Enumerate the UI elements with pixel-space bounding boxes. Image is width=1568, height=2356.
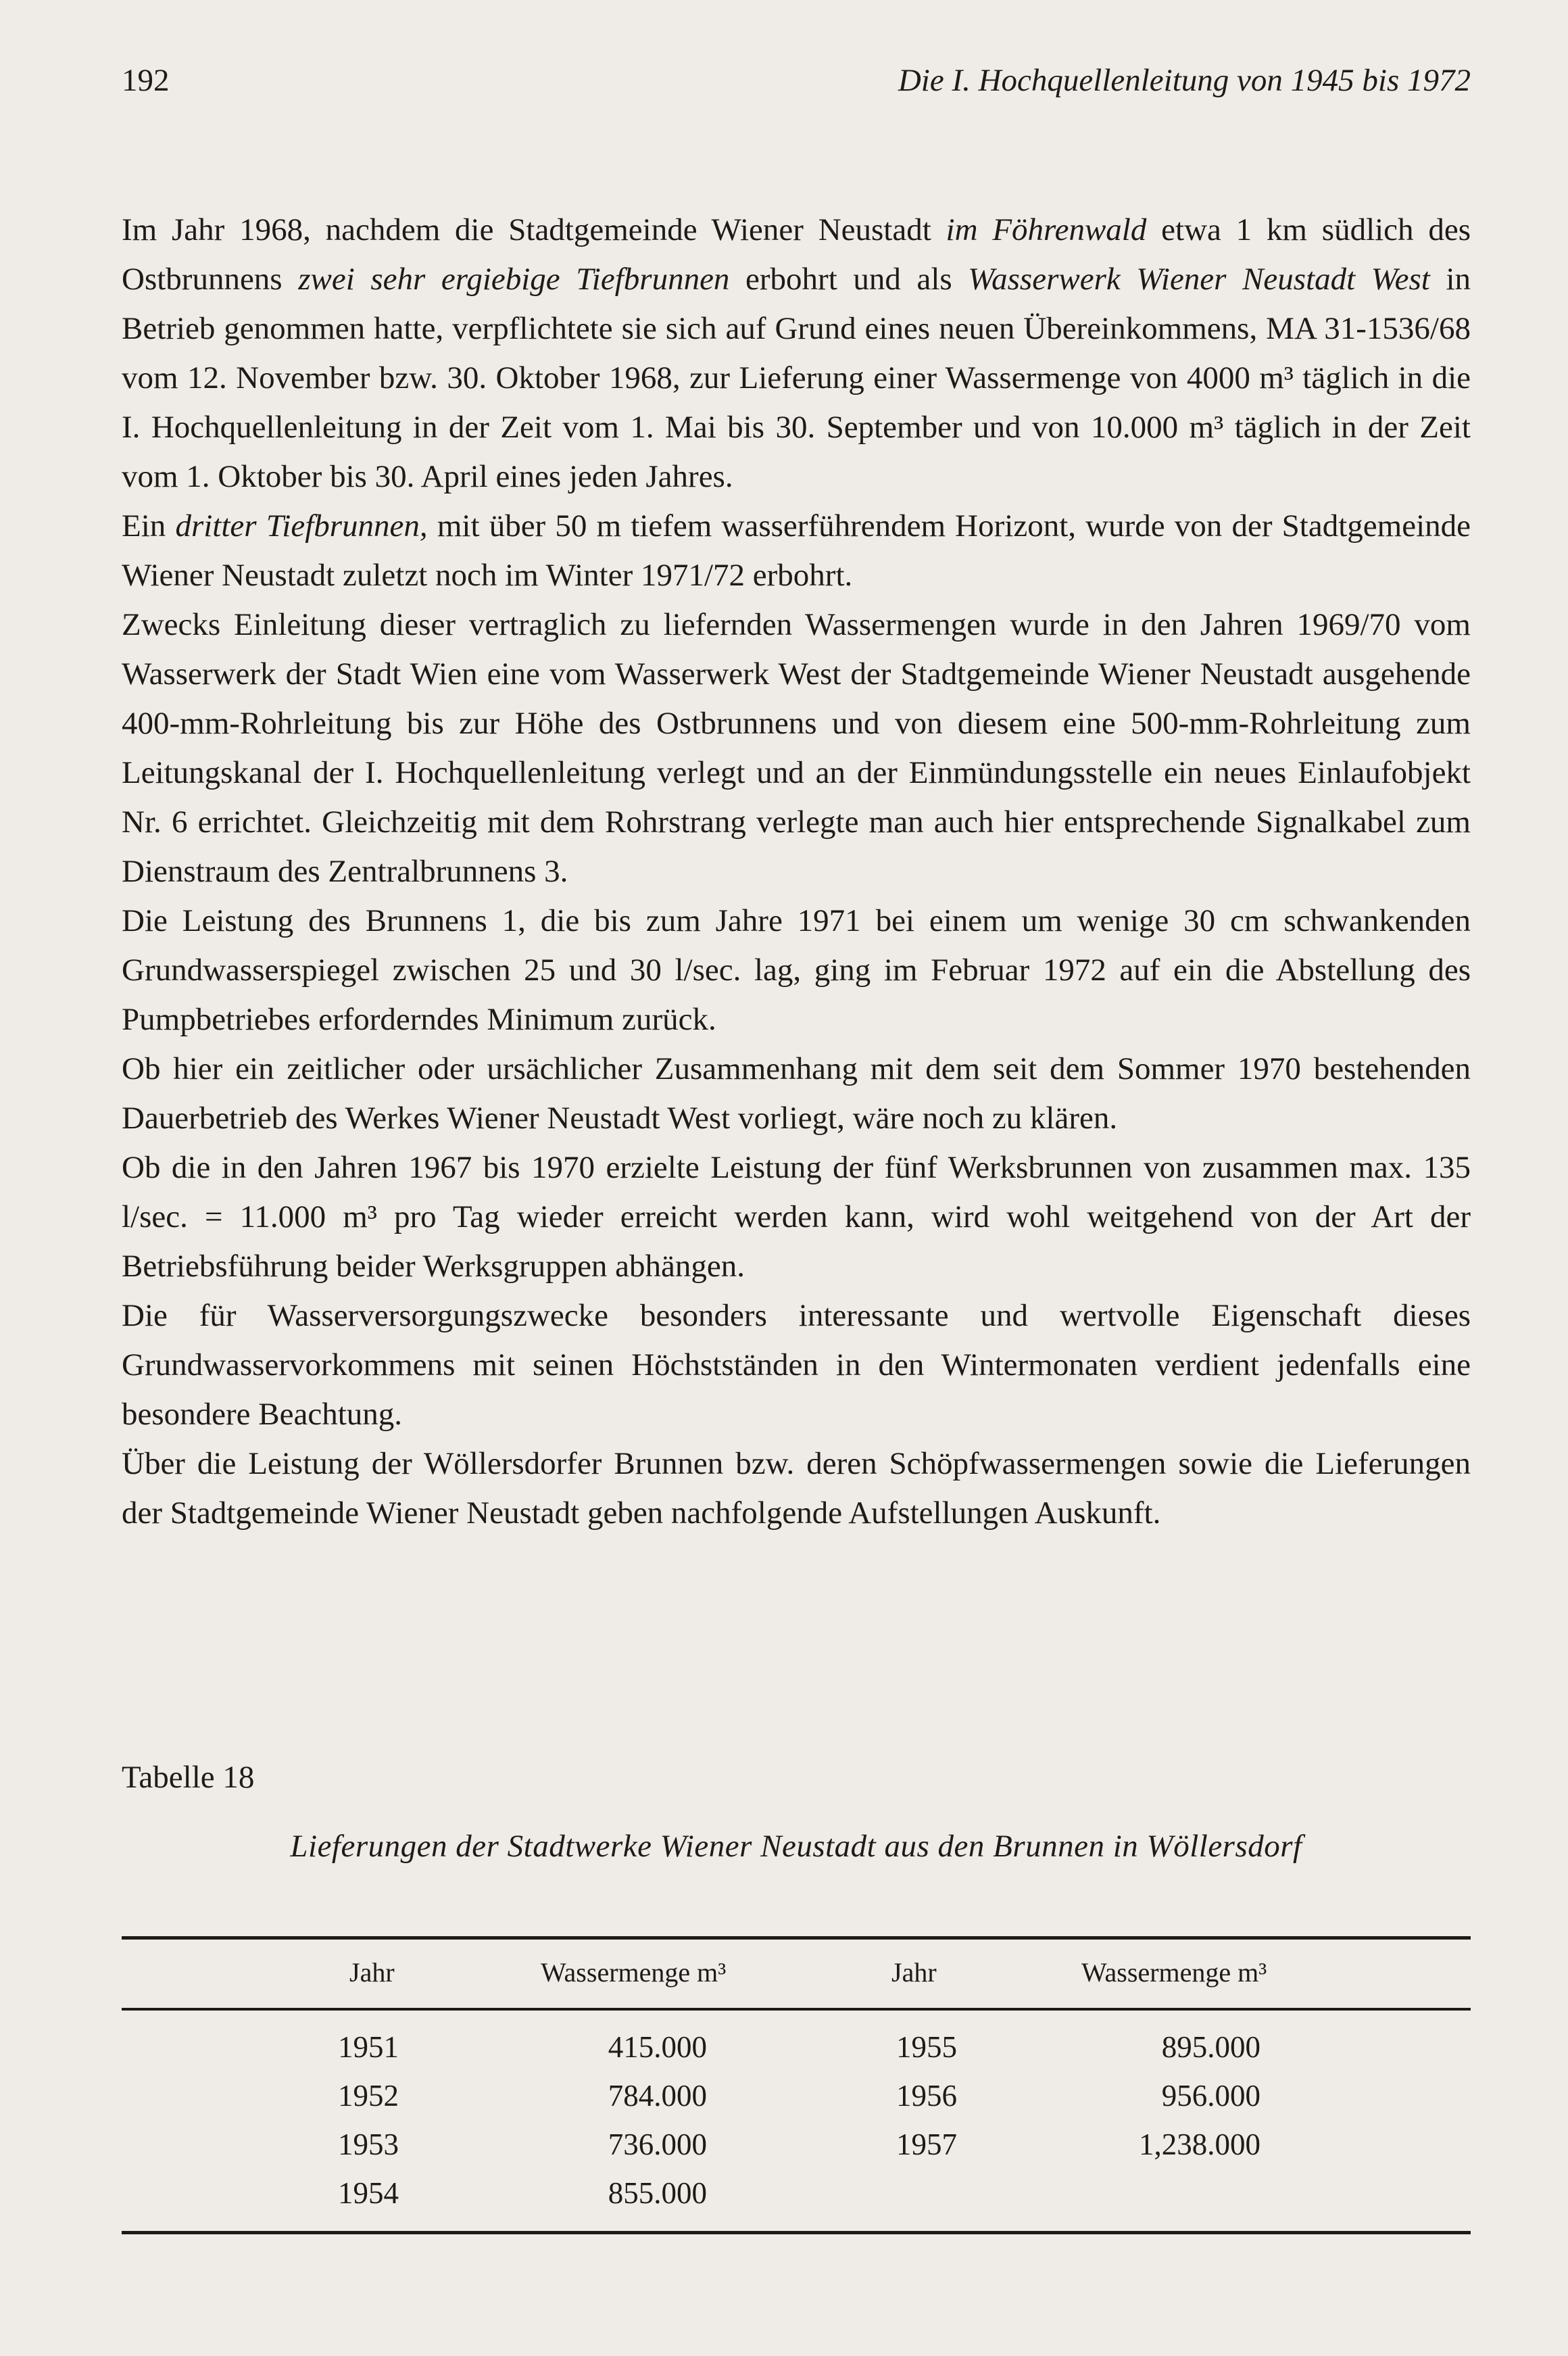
table-cell-year: 1957 (896, 2127, 957, 2161)
table-cell-volume: 415.000 (608, 2030, 707, 2064)
body-paragraph (122, 502, 1471, 600)
column-header-year-2: Jahr (891, 1957, 937, 1988)
text-segment: Ob die in den Jahren 1967 bis 1970 erzielte Leistung der fünf Werksbrunnen von zusammen max. 135 l/sec. = 11.000 m³ pro Tag wieder erreicht werden kann, wird wohl weitgehend von der Art der Betriebsführung beider Werksgruppen abhängen. (122, 1150, 1471, 1284)
text-segment: in Betrieb genommen hatte, verpflichtete sie sich auf Grund eines neuen Übereinkommens, MA 31-1536/68 vom 12. November bzw. 30. Oktober 1968, zur Lieferung einer Wassermenge von 4000 m³ täglich in die I. Hochquellenleitung in der Zeit vom 1. Mai bis 30. September und von 10.000 m³ täglich in der Zeit vom 1. Oktober bis 30. April eines jeden Jahres. (122, 262, 1471, 494)
body-paragraph (122, 1143, 1471, 1291)
running-title: Die I. Hochquellenleitung von 1945 bis 1972 (898, 63, 1471, 98)
column-header-year-1: Jahr (349, 1957, 395, 1988)
emphasized-text: im Föhrenwald (946, 212, 1147, 247)
table-cell-year: 1951 (338, 2030, 399, 2064)
table-cell-year: 1953 (338, 2127, 399, 2161)
text-segment: mit über 50 m tiefem wasserführendem Horizont, wurde von der Stadtgemeinde Wiener Neustadt zuletzt noch im Winter 1971/72 erbohrt. (122, 508, 1471, 593)
body-paragraph (122, 1044, 1471, 1143)
page-header (122, 62, 1471, 116)
right-year-column (889, 2023, 957, 2169)
emphasized-text: dritter Tiefbrunnen, (175, 508, 428, 544)
table-cell-year: 1952 (338, 2079, 399, 2113)
text-segment: Über die Leistung der Wöllersdorfer Brunnen bzw. deren Schöpfwassermengen sowie die Lieferungen der Stadtgemeinde Wiener Neustadt geben nachfolgende Aufstellungen Auskunft. (122, 1446, 1471, 1531)
table-cell-volume: 784.000 (608, 2079, 707, 2113)
text-segment: Ein (122, 508, 176, 544)
text-segment: Die Leistung des Brunnens 1, die bis zum Jahre 1971 bei einem um wenige 30 cm schwankenden Grundwasserspiegel zwischen 25 und 30 l/sec. lag, ging im Februar 1972 auf ein die Abstellung des Pumpbetriebes erforderndes Minimum zurück. (122, 903, 1471, 1037)
body-paragraph (122, 1439, 1471, 1538)
body-paragraph (122, 600, 1471, 896)
table-cell-volume: 895.000 (1161, 2030, 1260, 2064)
table-cell-year: 1956 (896, 2079, 957, 2113)
table-bottom-rule (122, 2231, 1471, 2234)
body-paragraph (122, 206, 1471, 502)
table-cell-volume: 956.000 (1161, 2079, 1260, 2113)
table-cell-volume: 855.000 (608, 2176, 707, 2210)
text-segment: Im Jahr 1968, nachdem die Stadtgemeinde Wiener Neustadt (122, 212, 946, 247)
text-segment: Die für Wasserversorgungszwecke besonders interessante und wertvolle Eigenschaft dieses Grundwasservorkommens mit seinen Höchstständen in den Wintermonaten verdient jedenfalls eine besondere Beachtung. (122, 1298, 1471, 1432)
text-segment: erbohrt und als (729, 262, 969, 297)
table-label: Tabelle 18 (122, 1760, 255, 1795)
text-segment: Ob hier ein zeitlicher oder ursächlicher Zusammenhang mit dem seit dem Sommer 1970 bestehenden Dauerbetrieb des Werkes Wiener Neustadt West vorliegt, wäre noch zu klären. (122, 1051, 1471, 1136)
table-cell-year: 1955 (896, 2030, 957, 2064)
text-segment: Zwecks Einleitung dieser vertraglich zu liefernden Wassermengen wurde in den Jahren 1969/70 vom Wasserwerk der Stadt Wien eine vom Wasserwerk West der Stadtgemeinde Wiener Neustadt ausgehende 400-mm-Rohrleitung bis zur Höhe des Ostbrunnens und von diesem eine 500-mm-Rohrleitung zum Leitungskanal der I. Hochquellenleitung verlegt und an der Einmündungsstelle ein neues Einlaufobjekt Nr. 6 errichtet. Gleichzeitig mit dem Rohrstrang verlegte man auch hier entsprechende Signalkabel zum Dienstraum des Zentralbrunnens 3. (122, 607, 1471, 889)
emphasized-text: zwei sehr ergiebige Tiefbrunnen (298, 262, 730, 297)
body-paragraph (122, 1291, 1471, 1439)
body-text (122, 206, 1471, 1538)
table-cell-volume: 1,238.000 (1139, 2127, 1260, 2161)
table-header-rule (122, 2008, 1471, 2011)
page-number: 192 (122, 63, 170, 98)
body-paragraph (122, 896, 1471, 1044)
left-year-column (331, 2023, 399, 2217)
column-header-volume-2: Wassermenge m³ (1081, 1957, 1267, 1988)
left-volume-column (579, 2023, 707, 2217)
table-top-rule (122, 1936, 1471, 1940)
table-caption: Lieferungen der Stadtwerke Wiener Neustadt aus den Brunnen in Wöllersdorf (290, 1829, 1302, 1864)
right-volume-column (1115, 2023, 1260, 2169)
text-segment: etwa 1 km südlich des Ostbrunnens (122, 212, 1471, 297)
column-header-volume-1: Wassermenge m³ (541, 1957, 727, 1988)
table-cell-year: 1954 (338, 2176, 399, 2210)
table-cell-volume: 736.000 (608, 2127, 707, 2161)
emphasized-text: Wasserwerk Wiener Neustadt West (968, 262, 1430, 297)
